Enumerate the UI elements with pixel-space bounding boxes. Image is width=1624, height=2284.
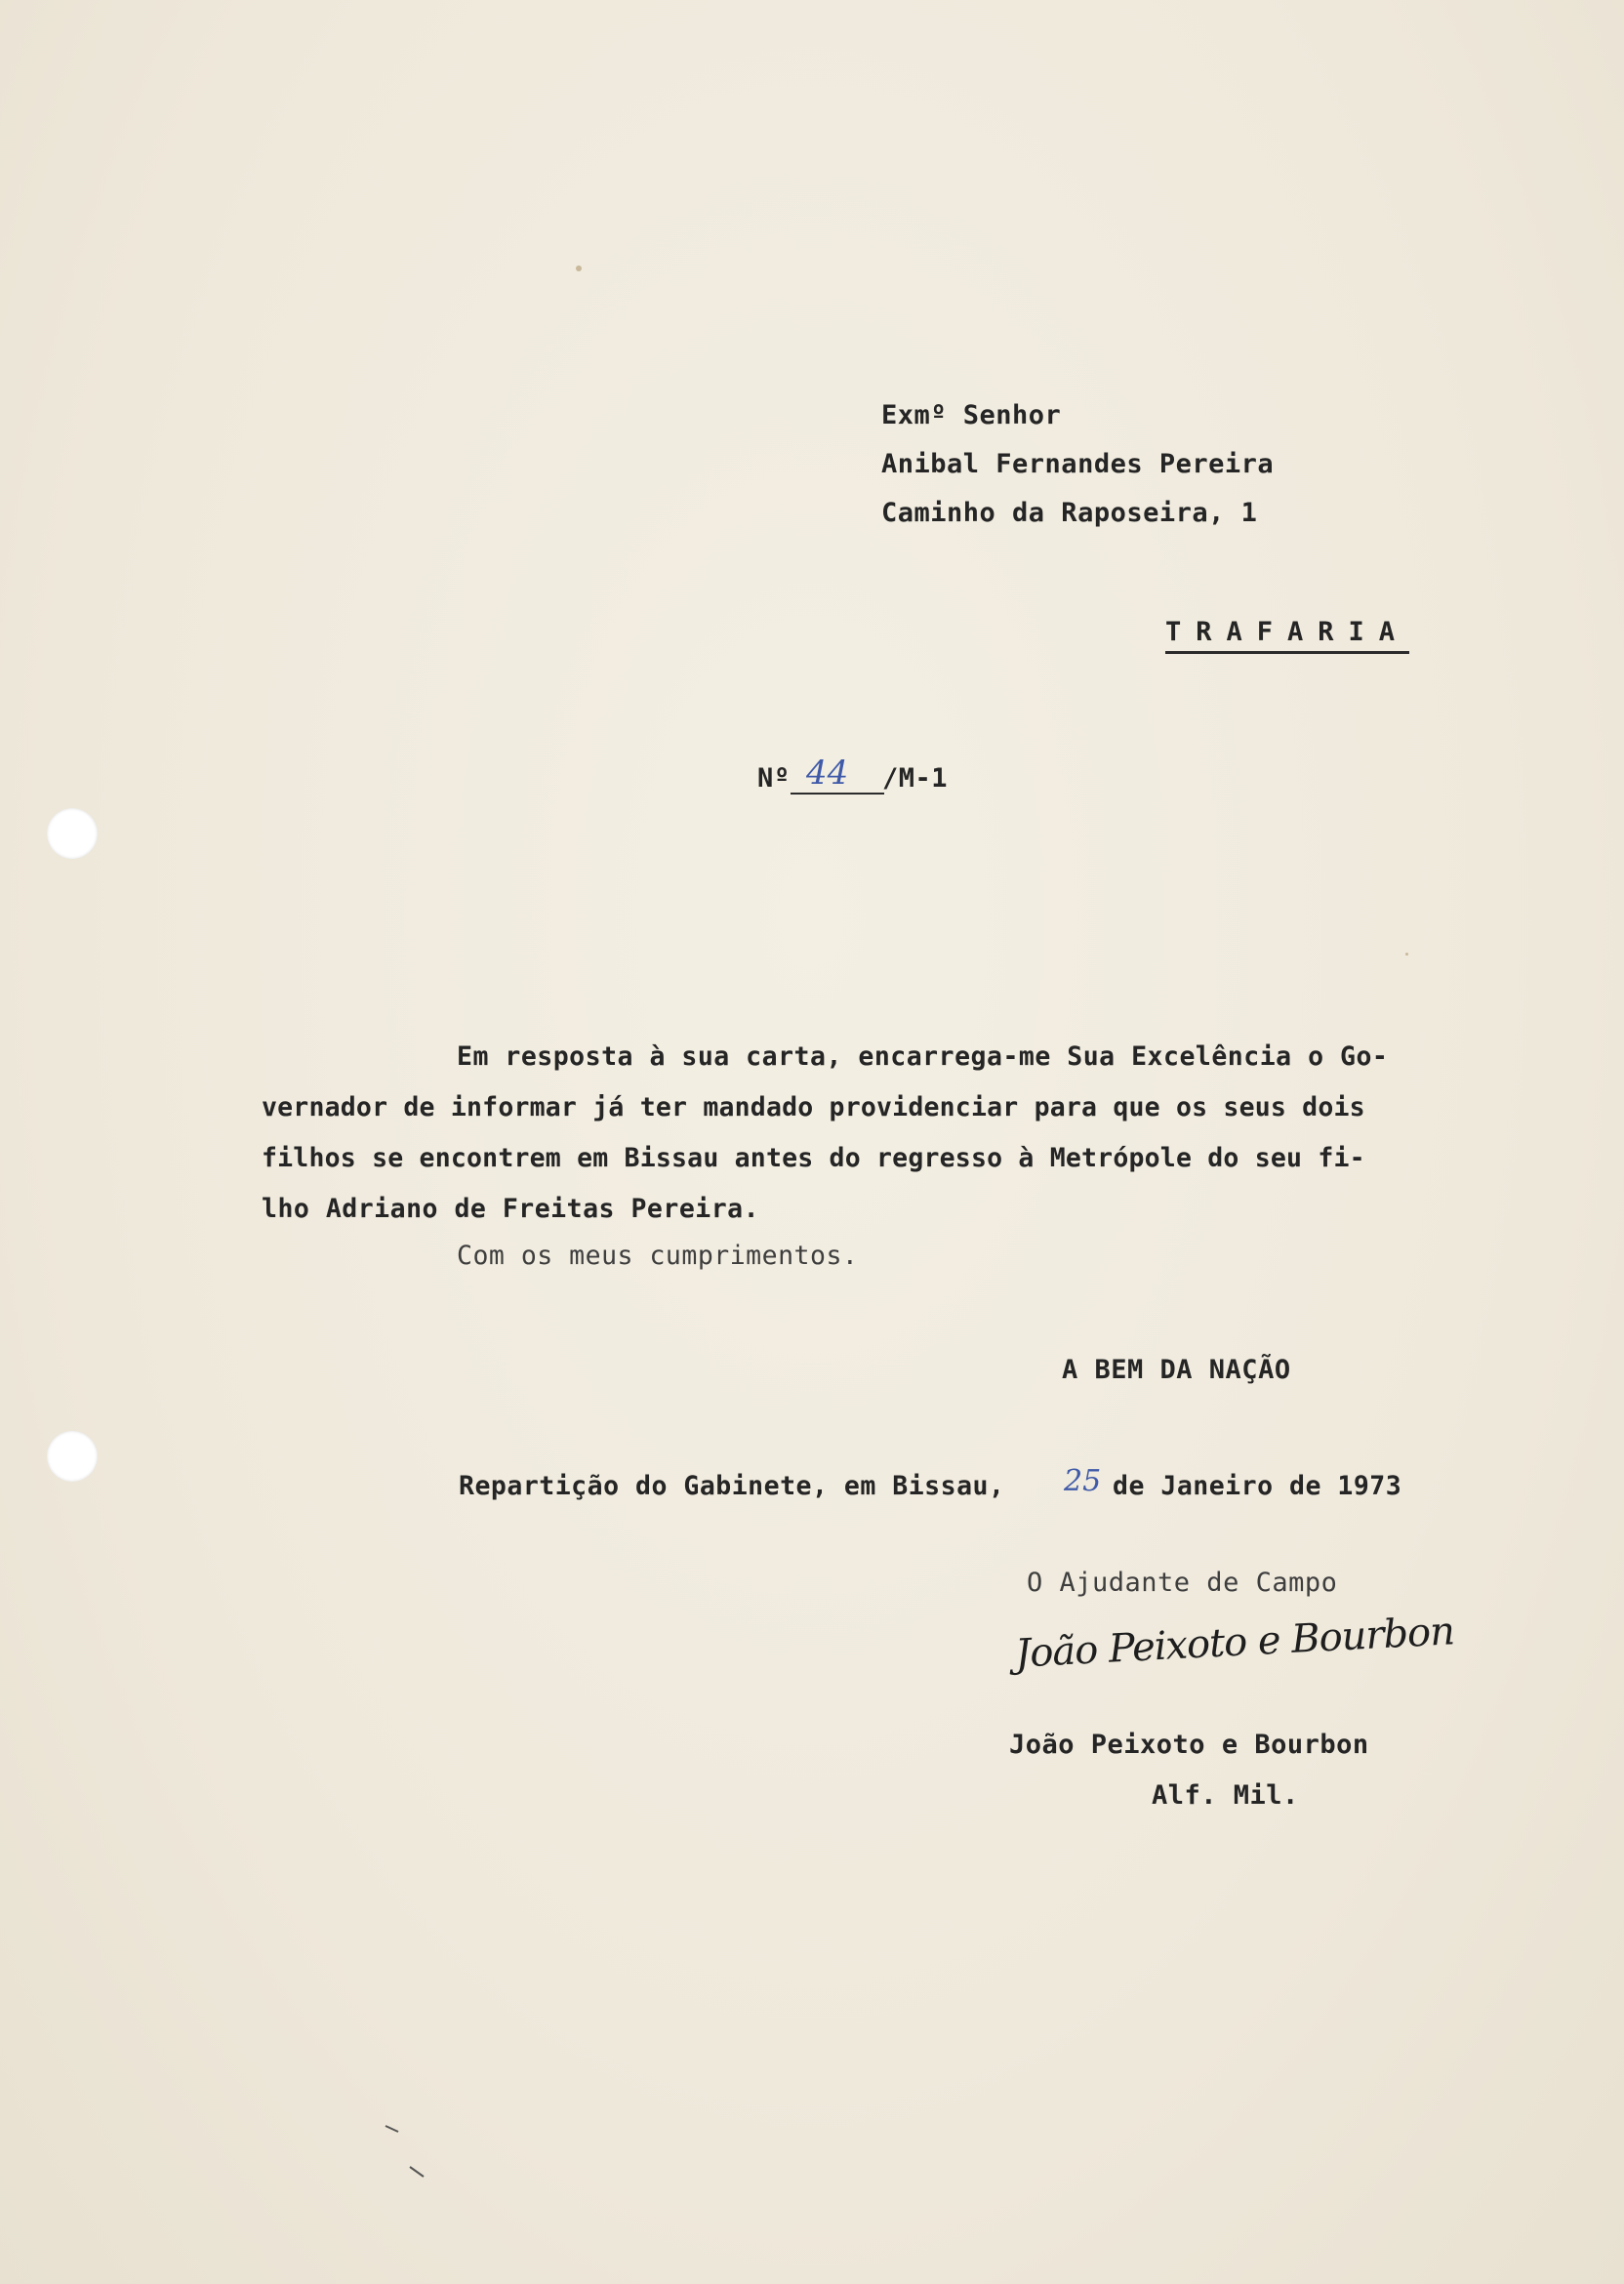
paper-speck [576, 265, 582, 271]
signatory-rank: Alf. Mil. [1152, 1780, 1299, 1811]
body-line-4: lho Adriano de Freitas Pereira. [262, 1194, 760, 1224]
reference-prefix: Nº [757, 763, 791, 794]
recipient-city: TRAFARIA [1165, 617, 1409, 654]
body-line-3: filhos se encontrem em Bissau antes do regresso à Metrópole do seu fi- [262, 1143, 1365, 1173]
reference-handwritten-number: 44 [806, 754, 849, 793]
punch-hole-top [47, 808, 98, 859]
reference-underline [791, 793, 884, 795]
motto: A BEM DA NAÇÃO [1062, 1355, 1291, 1385]
dateline-prefix: Repartição do Gabinete, em Bissau, [459, 1471, 1005, 1501]
signatory-role: O Ajudante de Campo [1027, 1568, 1338, 1598]
dateline-handwritten-day: 25 [1064, 1464, 1102, 1498]
dateline-suffix: de Janeiro de 1973 [1113, 1471, 1402, 1501]
body-line-1: Em resposta à sua carta, encarrega-me Sua Excelência o Go- [457, 1041, 1389, 1072]
punch-hole-bottom [47, 1431, 98, 1482]
recipient-address: Caminho da Raposeira, 1 [881, 498, 1258, 528]
stray-pen-marks [381, 2118, 439, 2186]
paper-speck [1405, 953, 1408, 956]
signatory-name: João Peixoto e Bourbon [1009, 1730, 1369, 1760]
handwritten-signature: João Peixoto e Bourbon [1014, 1609, 1455, 1677]
recipient-name: Anibal Fernandes Pereira [881, 449, 1275, 479]
body-line-2: vernador de informar já ter mandado providenciar para que os seus dois [262, 1092, 1365, 1122]
recipient-salutation: Exmº Senhor [881, 400, 1062, 430]
closing-line: Com os meus cumprimentos. [457, 1241, 859, 1271]
reference-suffix: /M-1 [882, 763, 949, 794]
